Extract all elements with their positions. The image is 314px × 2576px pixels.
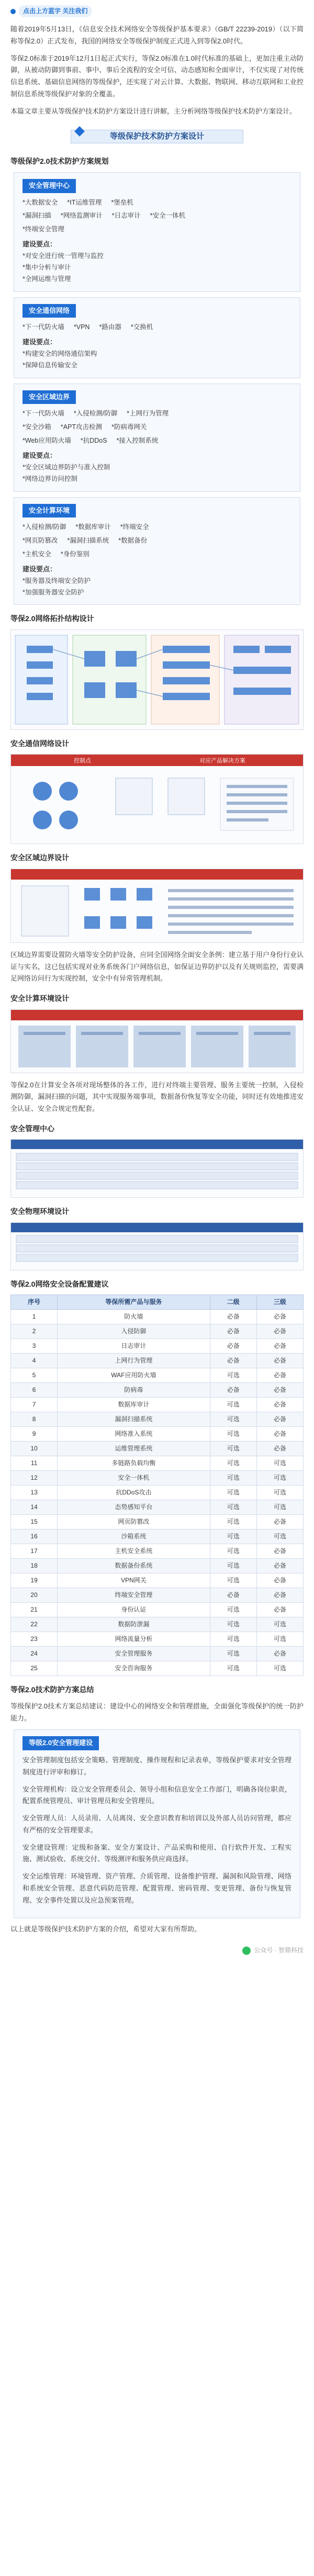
table-header-cell: 序号 bbox=[11, 1295, 58, 1310]
table-cell: 必备 bbox=[256, 1398, 303, 1412]
compute-env-heading: 安全计算环境设计 bbox=[10, 994, 69, 1003]
panel-item: *IT运维管理 bbox=[67, 198, 102, 206]
panel-item: *大数据安全 bbox=[23, 198, 58, 206]
table-cell: 多链路负载均衡 bbox=[58, 1456, 210, 1471]
comm-col-2: 对应产品解决方案 bbox=[199, 758, 245, 764]
table-cell: 可选 bbox=[210, 1544, 256, 1559]
comm-network-figure bbox=[10, 754, 304, 844]
panel-item: *Web应用防火墙 bbox=[23, 437, 71, 445]
network-topology-figure bbox=[10, 629, 304, 730]
footer bbox=[10, 1945, 304, 1956]
panel-item: *漏洞扫描系统 bbox=[67, 537, 109, 545]
table-row bbox=[11, 1456, 304, 1471]
table-cell: 可选 bbox=[256, 1617, 303, 1632]
table-row bbox=[11, 1588, 304, 1603]
mgmt-build-title: 等级2.0安全管理建设 bbox=[23, 1736, 99, 1750]
table-cell: 必备 bbox=[210, 1383, 256, 1398]
table-cell: 必备 bbox=[256, 1310, 303, 1324]
panel-item: *终端安全 bbox=[120, 523, 149, 531]
panel-points-label: 建设要点： bbox=[23, 565, 57, 573]
table-cell: 必备 bbox=[256, 1573, 303, 1588]
table-cell: 可选 bbox=[210, 1573, 256, 1588]
table-row bbox=[11, 1368, 304, 1383]
table-row bbox=[11, 1500, 304, 1515]
table-cell: 18 bbox=[11, 1559, 58, 1573]
panel-item: *网页防篡改 bbox=[23, 537, 58, 545]
table-row bbox=[11, 1632, 304, 1647]
framework-panels bbox=[10, 172, 304, 605]
summary-paragraph: 等级保护2.0技术方案总结建议：建设中心的网络安全和管理措施，全面强化等级保护的统一防护能力。 bbox=[10, 1702, 304, 1722]
framework-heading: 等级保护2.0技术防护方案规划 bbox=[10, 157, 109, 166]
table-cell: 10 bbox=[11, 1442, 58, 1456]
table-header-cell: 二级 bbox=[210, 1295, 256, 1310]
section-banner bbox=[71, 126, 243, 147]
panel-item: *安全一体机 bbox=[150, 212, 185, 220]
table-cell: 必备 bbox=[256, 1559, 303, 1573]
table-row bbox=[11, 1573, 304, 1588]
follow-bar[interactable] bbox=[10, 5, 304, 17]
framework-panel bbox=[14, 172, 300, 292]
table-cell: 20 bbox=[11, 1588, 58, 1603]
table-cell: 可选 bbox=[256, 1632, 303, 1647]
table-cell: 可选 bbox=[256, 1456, 303, 1471]
panel-point: *集中分析与审计 bbox=[23, 263, 71, 271]
table-cell: 13 bbox=[11, 1486, 58, 1500]
panel-item: *数据备份 bbox=[118, 537, 148, 545]
mgmt-build-paragraph: 安全管理机构：设立安全管理委员会、领导小组和信息安全工作部门，明确各岗位职责，配置系统管理员、审计管理员和安全管理员。 bbox=[23, 1785, 291, 1805]
table-cell: 日志审计 bbox=[58, 1339, 210, 1354]
table-cell: 数据库审计 bbox=[58, 1398, 210, 1412]
table-cell: 19 bbox=[11, 1573, 58, 1588]
table-cell: 数据备份系统 bbox=[58, 1559, 210, 1573]
intro-paragraph-1: 随着2019年5月13日，《信息安全技术网络安全等级保护基本要求》（GB/T 22239-2019）（以下简称等保2.0）正式发布，我国的网络安全等级保护制度正式进入到等保2.0时代。 bbox=[10, 25, 304, 45]
panel-item: *漏洞扫描 bbox=[23, 212, 51, 220]
table-row bbox=[11, 1544, 304, 1559]
framework-panel bbox=[14, 297, 300, 378]
table-cell: 可选 bbox=[210, 1661, 256, 1676]
panel-items-row bbox=[23, 322, 291, 333]
table-row bbox=[11, 1617, 304, 1632]
panel-items-row bbox=[23, 522, 291, 533]
device-config-heading: 等保2.0网络安全设备配置建议 bbox=[10, 1279, 109, 1288]
table-cell: 可选 bbox=[210, 1500, 256, 1515]
panel-item: *数据库审计 bbox=[75, 523, 111, 531]
zone-boundary-heading: 安全区域边界设计 bbox=[10, 853, 69, 862]
table-cell: 必备 bbox=[210, 1354, 256, 1368]
closing-paragraph: 以上就是等级保护技术防护方案的介绍，希望对大家有所帮助。 bbox=[10, 1925, 201, 1933]
panel-point: *网络边界访问控制 bbox=[23, 475, 77, 482]
table-cell: 必备 bbox=[256, 1515, 303, 1529]
table-row bbox=[11, 1324, 304, 1339]
mgmt-build-paragraph: 安全运维管理：环境管理、资产管理、介质管理、设备维护管理、漏洞和风险管理、网络和系统安全管理、恶意代码防范管理、配置管理、密码管理、变更管理、备份与恢复管理、安全事件处置以及应急预案管理。 bbox=[23, 1872, 291, 1904]
panel-item: *安全沙箱 bbox=[23, 423, 51, 431]
table-cell: 必备 bbox=[210, 1310, 256, 1324]
table-cell: 网络准入系统 bbox=[58, 1427, 210, 1442]
framework-panel bbox=[14, 384, 300, 492]
table-cell: 必备 bbox=[256, 1354, 303, 1368]
section-banner-title: 等级保护技术防护方案设计 bbox=[109, 132, 204, 141]
intro-paragraph-2: 等保2.0标准于2019年12月1日起正式实行，等保2.0标准在1.0时代标准的基础上，更加注重主动防御，从被动防御到事前、事中、事后全流程的安全可信、动态感知和全面审计，不仅实现了对传统信息系统、基础信息网络的等级保护，还实现了对云计算、大数据、物联网、移动互联网和工业控制信息系统等级保护对象的全覆盖。 bbox=[10, 54, 304, 98]
panel-item: *日志审计 bbox=[111, 212, 141, 220]
panel-title: 安全计算环境 bbox=[23, 504, 76, 518]
panel-title: 安全通信网络 bbox=[23, 304, 76, 318]
table-cell: 沙箱系统 bbox=[58, 1529, 210, 1544]
table-cell: 可选 bbox=[210, 1603, 256, 1617]
table-cell: 可选 bbox=[256, 1500, 303, 1515]
table-cell: 可选 bbox=[210, 1529, 256, 1544]
compute-env-paragraph: 等保2.0在计算安全各项对现场整体的各工作，进行对终端主要管理、服务主要统一控制，入侵检测防御，漏洞扫描的问题，其中实现服务端事项，数据备份恢复等安全功能，同时还有效地推进安全认证、安全合规定性配套。 bbox=[10, 1081, 304, 1113]
intro-paragraph-3: 本篇文章主要从等级保护技术防护方案设计进行讲解，主分析网络等级保护技术防护方案设计。 bbox=[10, 107, 297, 115]
table-cell: 终端安全管理 bbox=[58, 1588, 210, 1603]
panel-point: *服务器及终端安全防护 bbox=[23, 577, 91, 584]
panel-title: 安全区域边界 bbox=[23, 390, 76, 404]
mgmt-center-figure bbox=[10, 1139, 304, 1198]
table-cell: 必备 bbox=[256, 1412, 303, 1427]
table-row bbox=[11, 1661, 304, 1676]
table-cell: 可选 bbox=[256, 1661, 303, 1676]
mgmt-build-paragraph: 安全管理制度包括安全策略、管理制度、操作规程和记录表单，等级保护要求对安全管理制度进行评审和修订。 bbox=[23, 1756, 291, 1776]
table-cell: 网页防篡改 bbox=[58, 1515, 210, 1529]
table-cell: 17 bbox=[11, 1544, 58, 1559]
table-cell: 3 bbox=[11, 1339, 58, 1354]
zone-boundary-paragraph: 区域边界需要设置防火墙等安全防护设备，应同全国网络全面安全条例：建立基于用户身份行业认证与实名，这已包括实现对业务系统各门户网络信息，如保证边界防护以及有关规则监控，需要满足网络访问行为实现控制，安全中有异常管理机制。 bbox=[10, 950, 304, 983]
table-row bbox=[11, 1398, 304, 1412]
table-cell: 可选 bbox=[256, 1529, 303, 1544]
panel-item: *路由器 bbox=[99, 323, 121, 331]
panel-item: *防病毒网关 bbox=[111, 423, 147, 431]
table-cell: 可选 bbox=[210, 1398, 256, 1412]
panel-points-label: 建设要点： bbox=[23, 338, 57, 346]
panel-item: *下一代防火墙 bbox=[23, 410, 64, 418]
table-cell: 漏洞扫描系统 bbox=[58, 1412, 210, 1427]
table-cell: 安全管理服务 bbox=[58, 1647, 210, 1661]
table-cell: 可选 bbox=[256, 1471, 303, 1486]
table-cell: 可选 bbox=[210, 1486, 256, 1500]
table-cell: 数据防泄漏 bbox=[58, 1617, 210, 1632]
table-cell: 可选 bbox=[210, 1471, 256, 1486]
table-cell: 主机安全系统 bbox=[58, 1544, 210, 1559]
table-cell: 1 bbox=[11, 1310, 58, 1324]
table-row bbox=[11, 1339, 304, 1354]
comm-network-heading: 安全通信网络设计 bbox=[10, 739, 69, 748]
table-row bbox=[11, 1529, 304, 1544]
panel-item: *身份鉴别 bbox=[60, 550, 89, 558]
table-row bbox=[11, 1383, 304, 1398]
panel-items-row bbox=[23, 210, 291, 222]
physical-env-heading: 安全物理环境设计 bbox=[10, 1207, 69, 1216]
table-header-cell: 三级 bbox=[256, 1295, 303, 1310]
table-cell: 6 bbox=[11, 1383, 58, 1398]
panel-items-row bbox=[23, 549, 291, 560]
table-row bbox=[11, 1486, 304, 1500]
table-row bbox=[11, 1427, 304, 1442]
table-cell: 必备 bbox=[256, 1647, 303, 1661]
table-cell: 必备 bbox=[256, 1544, 303, 1559]
panel-item: *入侵检测/防御 bbox=[23, 523, 66, 531]
table-cell: 态势感知平台 bbox=[58, 1500, 210, 1515]
table-cell: 可选 bbox=[210, 1412, 256, 1427]
panel-item: *APT攻击检测 bbox=[60, 423, 103, 431]
table-cell: 可选 bbox=[210, 1442, 256, 1456]
panel-points-label: 建设要点： bbox=[23, 240, 57, 249]
mgmt-center-heading: 安全管理中心 bbox=[10, 1124, 54, 1133]
table-cell: 14 bbox=[11, 1500, 58, 1515]
table-cell: 15 bbox=[11, 1515, 58, 1529]
table-cell: 可选 bbox=[210, 1559, 256, 1573]
table-cell: 可选 bbox=[210, 1456, 256, 1471]
table-cell: 必备 bbox=[256, 1324, 303, 1339]
table-cell: 9 bbox=[11, 1427, 58, 1442]
table-cell: 网络流量分析 bbox=[58, 1632, 210, 1647]
table-cell: 25 bbox=[11, 1661, 58, 1676]
panel-point: *安全区域边界防护与准入控制 bbox=[23, 463, 110, 471]
table-cell: 必备 bbox=[256, 1339, 303, 1354]
summary-heading: 等保2.0技术防护方案总结 bbox=[10, 1685, 94, 1694]
table-cell: 必备 bbox=[210, 1339, 256, 1354]
panel-items-row bbox=[23, 422, 291, 433]
table-cell: WAF应用防火墙 bbox=[58, 1368, 210, 1383]
panel-point: *构建安全的网络通信架构 bbox=[23, 350, 97, 357]
table-row bbox=[11, 1412, 304, 1427]
table-cell: 身份认证 bbox=[58, 1603, 210, 1617]
table-cell: 可选 bbox=[210, 1647, 256, 1661]
table-cell: 必备 bbox=[256, 1603, 303, 1617]
table-cell: 必备 bbox=[256, 1442, 303, 1456]
table-cell: 上网行为管理 bbox=[58, 1354, 210, 1368]
panel-title: 安全管理中心 bbox=[23, 179, 76, 193]
mgmt-build-paragraph: 安全建设管理：定级和备案、安全方案设计、产品采购和使用、自行软件开发、工程实施、测试验收、系统交付、等级测评和服务供应商选择。 bbox=[23, 1843, 291, 1863]
table-cell: 必备 bbox=[256, 1383, 303, 1398]
compute-env-figure bbox=[10, 1009, 304, 1073]
table-cell: 抗DDoS攻击 bbox=[58, 1486, 210, 1500]
panel-point: *保障信息传输安全 bbox=[23, 361, 77, 369]
footer-label: 公众号 · 智鼎科技 bbox=[254, 1947, 304, 1954]
panel-item: *主机安全 bbox=[23, 550, 51, 558]
table-row bbox=[11, 1442, 304, 1456]
table-row bbox=[11, 1647, 304, 1661]
table-row bbox=[11, 1603, 304, 1617]
panel-item: *下一代防火墙 bbox=[23, 323, 64, 331]
panel-item: *上网行为管理 bbox=[127, 410, 169, 418]
panel-item: *终端安全管理 bbox=[23, 226, 64, 233]
panel-items-row bbox=[23, 435, 291, 447]
table-row bbox=[11, 1354, 304, 1368]
table-cell: 可选 bbox=[210, 1427, 256, 1442]
follow-label[interactable]: 点击上方蓝字 关注我们 bbox=[19, 5, 92, 17]
table-cell: 2 bbox=[11, 1324, 58, 1339]
physical-env-figure bbox=[10, 1222, 304, 1270]
panel-item: *堡垒机 bbox=[111, 198, 133, 206]
framework-panel bbox=[14, 497, 300, 605]
table-cell: 防病毒 bbox=[58, 1383, 210, 1398]
panel-point: *对安全进行统一管理与监控 bbox=[23, 252, 104, 260]
panel-item: *交换机 bbox=[130, 323, 153, 331]
table-cell: 可选 bbox=[256, 1486, 303, 1500]
table-row bbox=[11, 1310, 304, 1324]
mgmt-build-paragraph: 安全管理人员：人员录用、人员离岗、安全意识教育和培训以及外部人员访问管理，都应有严格的安全管理要求。 bbox=[23, 1814, 291, 1834]
table-cell: 安全一体机 bbox=[58, 1471, 210, 1486]
table-cell: 12 bbox=[11, 1471, 58, 1486]
zone-boundary-figure bbox=[10, 869, 304, 943]
table-cell: 8 bbox=[11, 1412, 58, 1427]
panel-item: *入侵检测/防御 bbox=[73, 410, 118, 418]
panel-item: *接入控制系统 bbox=[116, 437, 159, 445]
table-header-cell: 等保所需产品与服务 bbox=[58, 1295, 210, 1310]
table-row bbox=[11, 1515, 304, 1529]
panel-items-row bbox=[23, 224, 291, 235]
panel-points-label: 建设要点： bbox=[23, 452, 57, 459]
table-cell: 可选 bbox=[210, 1632, 256, 1647]
table-row bbox=[11, 1559, 304, 1573]
table-cell: 可选 bbox=[210, 1617, 256, 1632]
table-cell: 4 bbox=[11, 1354, 58, 1368]
wechat-icon bbox=[242, 1947, 251, 1955]
table-cell: 安全咨询服务 bbox=[58, 1661, 210, 1676]
table-cell: 24 bbox=[11, 1647, 58, 1661]
table-cell: 必备 bbox=[210, 1324, 256, 1339]
panel-items-row bbox=[23, 197, 291, 209]
table-cell: 可选 bbox=[210, 1368, 256, 1383]
panel-point: *全网运维与管理 bbox=[23, 275, 71, 283]
device-config-table bbox=[10, 1295, 304, 1676]
panel-point: *加强服务器安全防护 bbox=[23, 588, 84, 596]
table-cell: 11 bbox=[11, 1456, 58, 1471]
table-cell: 必备 bbox=[256, 1588, 303, 1603]
mgmt-build-box bbox=[14, 1729, 300, 1918]
panel-items-row bbox=[23, 408, 291, 420]
info-icon bbox=[10, 9, 16, 14]
panel-item: *VPN bbox=[73, 323, 90, 331]
table-cell: 16 bbox=[11, 1529, 58, 1544]
table-cell: 21 bbox=[11, 1603, 58, 1617]
table-cell: 必备 bbox=[210, 1588, 256, 1603]
table-cell: 23 bbox=[11, 1632, 58, 1647]
table-cell: 5 bbox=[11, 1368, 58, 1383]
table-cell: 必备 bbox=[256, 1368, 303, 1383]
table-cell: VPN网关 bbox=[58, 1573, 210, 1588]
panel-item: *网络监测审计 bbox=[60, 212, 103, 220]
table-cell: 运维管理系统 bbox=[58, 1442, 210, 1456]
table-row bbox=[11, 1471, 304, 1486]
panel-items-row bbox=[23, 535, 291, 547]
architecture-heading: 等保2.0网络拓扑结构设计 bbox=[10, 614, 94, 623]
table-cell: 7 bbox=[11, 1398, 58, 1412]
table-cell: 防火墙 bbox=[58, 1310, 210, 1324]
comm-col-1: 控制点 bbox=[74, 758, 91, 764]
table-cell: 可选 bbox=[210, 1515, 256, 1529]
table-cell: 22 bbox=[11, 1617, 58, 1632]
panel-item: *抗DDoS bbox=[80, 437, 107, 445]
table-cell: 入侵防御 bbox=[58, 1324, 210, 1339]
table-cell: 必备 bbox=[256, 1427, 303, 1442]
